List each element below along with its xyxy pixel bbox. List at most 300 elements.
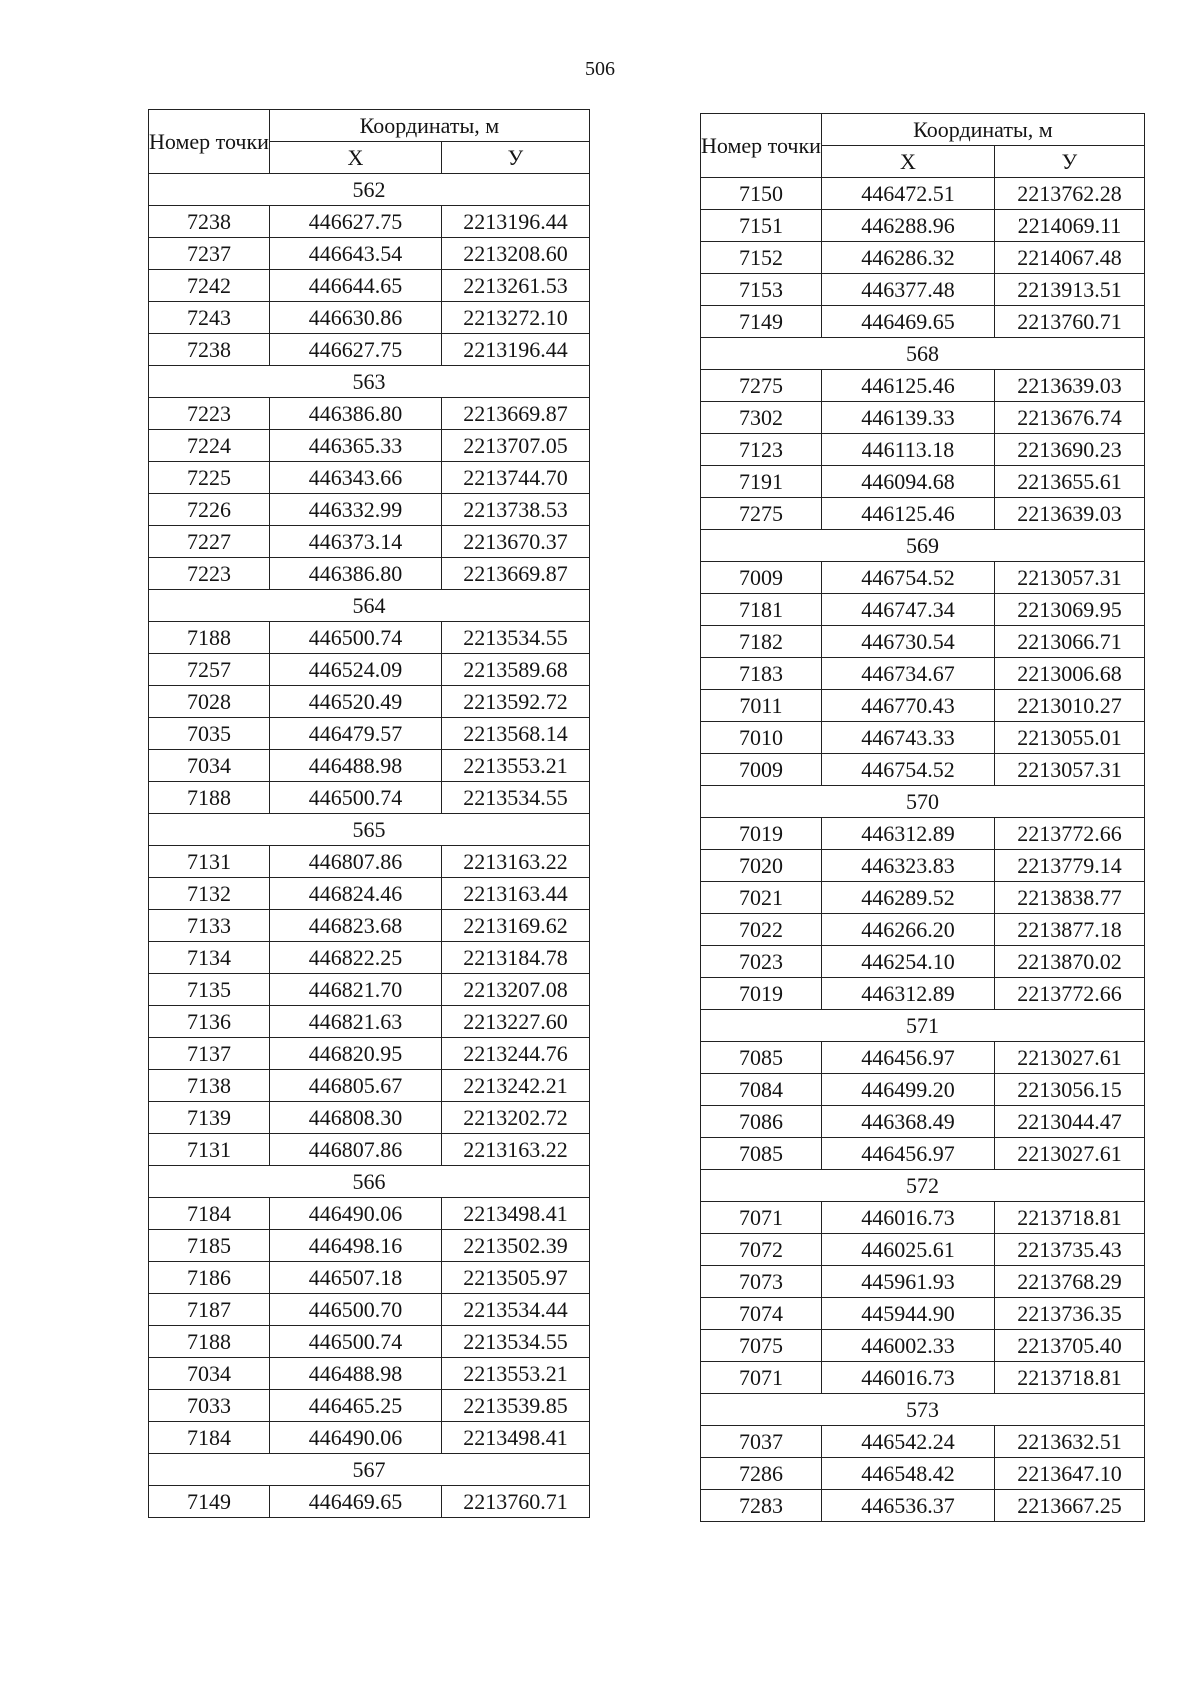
group-number: 563 xyxy=(149,366,590,398)
coordinates-header: Координаты, м xyxy=(821,114,1144,146)
x-coordinate-cell: 446025.61 xyxy=(821,1234,994,1266)
table-row xyxy=(149,398,590,430)
x-coordinate-cell: 446312.89 xyxy=(821,818,994,850)
group-number: 571 xyxy=(701,1010,1145,1042)
x-coordinate-cell: 446821.70 xyxy=(269,974,441,1006)
x-coordinate-cell: 446490.06 xyxy=(269,1198,441,1230)
point-number-cell: 7137 xyxy=(149,1038,270,1070)
point-number-cell: 7183 xyxy=(701,658,822,690)
y-coordinate-cell: 2213870.02 xyxy=(994,946,1144,978)
point-number-cell: 7184 xyxy=(149,1198,270,1230)
group-row xyxy=(701,1170,1145,1202)
table-row xyxy=(701,978,1145,1010)
y-coordinate-cell: 2213690.23 xyxy=(994,434,1144,466)
table-row xyxy=(149,1390,590,1422)
table-row xyxy=(701,1234,1145,1266)
y-coordinate-cell: 2213057.31 xyxy=(994,562,1144,594)
table-row xyxy=(149,750,590,782)
group-row xyxy=(149,590,590,622)
y-coordinate-cell: 2213534.55 xyxy=(441,622,589,654)
table-row xyxy=(701,210,1145,242)
table-row xyxy=(701,914,1145,946)
point-number-cell: 7020 xyxy=(701,850,822,882)
point-number-cell: 7034 xyxy=(149,1358,270,1390)
table-row xyxy=(701,562,1145,594)
x-coordinate-cell: 446465.25 xyxy=(269,1390,441,1422)
y-coordinate-cell: 2213055.01 xyxy=(994,722,1144,754)
x-coordinate-cell: 446807.86 xyxy=(269,846,441,878)
x-coordinate-cell: 446125.46 xyxy=(821,498,994,530)
x-header: X xyxy=(821,146,994,178)
point-number-cell: 7135 xyxy=(149,974,270,1006)
y-coordinate-cell: 2213639.03 xyxy=(994,498,1144,530)
table-row xyxy=(149,622,590,654)
point-number-cell: 7186 xyxy=(149,1262,270,1294)
y-coordinate-cell: 2213505.97 xyxy=(441,1262,589,1294)
point-number-cell: 7019 xyxy=(701,818,822,850)
table-row xyxy=(149,430,590,462)
y-coordinate-cell: 2213534.44 xyxy=(441,1294,589,1326)
table-row xyxy=(701,178,1145,210)
y-coordinate-cell: 2213553.21 xyxy=(441,750,589,782)
y-coordinate-cell: 2213718.81 xyxy=(994,1362,1144,1394)
table-row xyxy=(149,1262,590,1294)
table-row xyxy=(149,942,590,974)
y-coordinate-cell: 2213163.22 xyxy=(441,1134,589,1166)
point-number-cell: 7225 xyxy=(149,462,270,494)
x-coordinate-cell: 446490.06 xyxy=(269,1422,441,1454)
point-number-cell: 7071 xyxy=(701,1202,822,1234)
x-coordinate-cell: 446507.18 xyxy=(269,1262,441,1294)
point-number-cell: 7187 xyxy=(149,1294,270,1326)
y-coordinate-cell: 2213027.61 xyxy=(994,1042,1144,1074)
x-coordinate-cell: 446500.74 xyxy=(269,782,441,814)
y-coordinate-cell: 2213196.44 xyxy=(441,206,589,238)
y-coordinate-cell: 2213196.44 xyxy=(441,334,589,366)
table-body-right xyxy=(701,178,1145,1522)
y-coordinate-cell: 2213738.53 xyxy=(441,494,589,526)
y-coordinate-cell: 2213589.68 xyxy=(441,654,589,686)
x-coordinate-cell: 446643.54 xyxy=(269,238,441,270)
y-coordinate-cell: 2213913.51 xyxy=(994,274,1144,306)
y-coordinate-cell: 2213735.43 xyxy=(994,1234,1144,1266)
table-row xyxy=(701,1138,1145,1170)
y-header: У xyxy=(994,146,1144,178)
table-row xyxy=(149,334,590,366)
table-row xyxy=(149,1230,590,1262)
x-coordinate-cell: 446323.83 xyxy=(821,850,994,882)
point-number-cell: 7136 xyxy=(149,1006,270,1038)
point-number-cell: 7009 xyxy=(701,562,822,594)
x-coordinate-cell: 446524.09 xyxy=(269,654,441,686)
table-row xyxy=(149,1070,590,1102)
point-number-cell: 7021 xyxy=(701,882,822,914)
x-coordinate-cell: 446807.86 xyxy=(269,1134,441,1166)
point-number-cell: 7071 xyxy=(701,1362,822,1394)
x-coordinate-cell: 445961.93 xyxy=(821,1266,994,1298)
table-row xyxy=(701,274,1145,306)
x-coordinate-cell: 446520.49 xyxy=(269,686,441,718)
x-coordinate-cell: 446139.33 xyxy=(821,402,994,434)
x-coordinate-cell: 446469.65 xyxy=(269,1486,441,1518)
x-coordinate-cell: 446094.68 xyxy=(821,466,994,498)
point-number-cell: 7224 xyxy=(149,430,270,462)
table-body-left xyxy=(149,174,590,1518)
x-coordinate-cell: 446288.96 xyxy=(821,210,994,242)
table-row xyxy=(149,1006,590,1038)
point-number-cell: 7132 xyxy=(149,878,270,910)
point-number-cell: 7153 xyxy=(701,274,822,306)
point-number-cell: 7019 xyxy=(701,978,822,1010)
table-row xyxy=(149,270,590,302)
point-number-cell: 7037 xyxy=(701,1426,822,1458)
group-row xyxy=(149,366,590,398)
point-number-cell: 7184 xyxy=(149,1422,270,1454)
group-row xyxy=(701,786,1145,818)
group-number: 564 xyxy=(149,590,590,622)
point-number-cell: 7188 xyxy=(149,782,270,814)
point-number-cell: 7302 xyxy=(701,402,822,434)
x-coordinate-cell: 446286.32 xyxy=(821,242,994,274)
x-coordinate-cell: 446743.33 xyxy=(821,722,994,754)
point-number-cell: 7086 xyxy=(701,1106,822,1138)
point-number-cell: 7181 xyxy=(701,594,822,626)
page-number: 506 xyxy=(585,58,615,80)
y-coordinate-cell: 2213639.03 xyxy=(994,370,1144,402)
x-coordinate-cell: 446627.75 xyxy=(269,206,441,238)
y-coordinate-cell: 2213592.72 xyxy=(441,686,589,718)
point-number-cell: 7152 xyxy=(701,242,822,274)
y-coordinate-cell: 2213772.66 xyxy=(994,978,1144,1010)
x-coordinate-cell: 446472.51 xyxy=(821,178,994,210)
x-coordinate-cell: 446754.52 xyxy=(821,754,994,786)
y-coordinate-cell: 2213208.60 xyxy=(441,238,589,270)
x-coordinate-cell: 446754.52 xyxy=(821,562,994,594)
x-coordinate-cell: 446016.73 xyxy=(821,1362,994,1394)
point-number-cell: 7257 xyxy=(149,654,270,686)
point-number-cell: 7182 xyxy=(701,626,822,658)
point-number-cell: 7023 xyxy=(701,946,822,978)
point-number-cell: 7238 xyxy=(149,334,270,366)
y-coordinate-cell: 2214069.11 xyxy=(994,210,1144,242)
table-row xyxy=(701,690,1145,722)
point-number-cell: 7149 xyxy=(701,306,822,338)
x-coordinate-cell: 446488.98 xyxy=(269,750,441,782)
y-coordinate-cell: 2213244.76 xyxy=(441,1038,589,1070)
point-number-cell: 7084 xyxy=(701,1074,822,1106)
point-number-cell: 7134 xyxy=(149,942,270,974)
point-number-cell: 7242 xyxy=(149,270,270,302)
table-row xyxy=(149,1358,590,1390)
point-number-cell: 7138 xyxy=(149,1070,270,1102)
group-row xyxy=(701,530,1145,562)
point-number-cell: 7150 xyxy=(701,178,822,210)
point-number-cell: 7151 xyxy=(701,210,822,242)
x-coordinate-cell: 446456.97 xyxy=(821,1042,994,1074)
table-row xyxy=(701,1362,1145,1394)
group-number: 569 xyxy=(701,530,1145,562)
x-coordinate-cell: 446365.33 xyxy=(269,430,441,462)
point-number-cell: 7188 xyxy=(149,1326,270,1358)
x-coordinate-cell: 446500.74 xyxy=(269,622,441,654)
y-header: У xyxy=(441,142,589,174)
point-number-cell: 7223 xyxy=(149,558,270,590)
point-number-cell: 7072 xyxy=(701,1234,822,1266)
x-coordinate-cell: 446630.86 xyxy=(269,302,441,334)
y-coordinate-cell: 2213760.71 xyxy=(994,306,1144,338)
point-number-cell: 7283 xyxy=(701,1490,822,1522)
x-coordinate-cell: 446536.37 xyxy=(821,1490,994,1522)
x-coordinate-cell: 446386.80 xyxy=(269,398,441,430)
y-coordinate-cell: 2213632.51 xyxy=(994,1426,1144,1458)
y-coordinate-cell: 2213762.28 xyxy=(994,178,1144,210)
y-coordinate-cell: 2213207.08 xyxy=(441,974,589,1006)
table-row xyxy=(701,882,1145,914)
y-coordinate-cell: 2213707.05 xyxy=(441,430,589,462)
group-number: 572 xyxy=(701,1170,1145,1202)
x-coordinate-cell: 446548.42 xyxy=(821,1458,994,1490)
point-number-cell: 7226 xyxy=(149,494,270,526)
group-row xyxy=(701,1010,1145,1042)
point-number-cell: 7028 xyxy=(149,686,270,718)
x-coordinate-cell: 446002.33 xyxy=(821,1330,994,1362)
point-number-cell: 7237 xyxy=(149,238,270,270)
table-row xyxy=(149,686,590,718)
y-coordinate-cell: 2213760.71 xyxy=(441,1486,589,1518)
y-coordinate-cell: 2213534.55 xyxy=(441,1326,589,1358)
x-coordinate-cell: 446820.95 xyxy=(269,1038,441,1070)
table-row xyxy=(149,526,590,558)
x-coordinate-cell: 446542.24 xyxy=(821,1426,994,1458)
point-number-cell: 7139 xyxy=(149,1102,270,1134)
y-coordinate-cell: 2213006.68 xyxy=(994,658,1144,690)
table-row xyxy=(701,722,1145,754)
table-row xyxy=(701,594,1145,626)
table-row xyxy=(149,718,590,750)
point-number-cell: 7131 xyxy=(149,846,270,878)
point-number-cell: 7033 xyxy=(149,1390,270,1422)
x-coordinate-cell: 446747.34 xyxy=(821,594,994,626)
x-coordinate-cell: 446368.49 xyxy=(821,1106,994,1138)
y-coordinate-cell: 2213057.31 xyxy=(994,754,1144,786)
x-coordinate-cell: 446456.97 xyxy=(821,1138,994,1170)
table-row xyxy=(701,242,1145,274)
group-row xyxy=(149,814,590,846)
table-row xyxy=(701,1074,1145,1106)
x-coordinate-cell: 446289.52 xyxy=(821,882,994,914)
table-row xyxy=(701,658,1145,690)
point-number-header: Номер точки xyxy=(701,114,822,178)
group-row xyxy=(149,1166,590,1198)
x-coordinate-cell: 446770.43 xyxy=(821,690,994,722)
table-row xyxy=(701,306,1145,338)
point-number-cell: 7010 xyxy=(701,722,822,754)
y-coordinate-cell: 2213010.27 xyxy=(994,690,1144,722)
group-number: 566 xyxy=(149,1166,590,1198)
point-number-cell: 7034 xyxy=(149,750,270,782)
x-coordinate-cell: 446824.46 xyxy=(269,878,441,910)
point-number-cell: 7238 xyxy=(149,206,270,238)
x-coordinate-cell: 446488.98 xyxy=(269,1358,441,1390)
table-row xyxy=(701,1330,1145,1362)
y-coordinate-cell: 2213669.87 xyxy=(441,558,589,590)
point-number-cell: 7149 xyxy=(149,1486,270,1518)
group-number: 568 xyxy=(701,338,1145,370)
y-coordinate-cell: 2213568.14 xyxy=(441,718,589,750)
y-coordinate-cell: 2213553.21 xyxy=(441,1358,589,1390)
group-row xyxy=(701,338,1145,370)
x-coordinate-cell: 446016.73 xyxy=(821,1202,994,1234)
x-coordinate-cell: 446734.67 xyxy=(821,658,994,690)
y-coordinate-cell: 2213534.55 xyxy=(441,782,589,814)
group-row xyxy=(701,1394,1145,1426)
coordinates-header: Координаты, м xyxy=(269,110,589,142)
table-row xyxy=(149,1134,590,1166)
y-coordinate-cell: 2213669.87 xyxy=(441,398,589,430)
y-coordinate-cell: 2213838.77 xyxy=(994,882,1144,914)
table-row xyxy=(701,402,1145,434)
y-coordinate-cell: 2213272.10 xyxy=(441,302,589,334)
y-coordinate-cell: 2213184.78 xyxy=(441,942,589,974)
table-row xyxy=(149,654,590,686)
table-row xyxy=(701,1298,1145,1330)
table-row xyxy=(701,370,1145,402)
coordinates-table-left xyxy=(148,109,590,1518)
x-coordinate-cell: 446377.48 xyxy=(821,274,994,306)
y-coordinate-cell: 2213498.41 xyxy=(441,1422,589,1454)
x-coordinate-cell: 446808.30 xyxy=(269,1102,441,1134)
x-coordinate-cell: 446821.63 xyxy=(269,1006,441,1038)
y-coordinate-cell: 2214067.48 xyxy=(994,242,1144,274)
x-coordinate-cell: 446627.75 xyxy=(269,334,441,366)
table-row xyxy=(149,558,590,590)
table-row xyxy=(701,498,1145,530)
point-number-cell: 7286 xyxy=(701,1458,822,1490)
x-coordinate-cell: 446343.66 xyxy=(269,462,441,494)
group-number: 562 xyxy=(149,174,590,206)
x-coordinate-cell: 446254.10 xyxy=(821,946,994,978)
x-coordinate-cell: 446469.65 xyxy=(821,306,994,338)
y-coordinate-cell: 2213069.95 xyxy=(994,594,1144,626)
y-coordinate-cell: 2213044.47 xyxy=(994,1106,1144,1138)
x-coordinate-cell: 446125.46 xyxy=(821,370,994,402)
table-row xyxy=(701,1426,1145,1458)
y-coordinate-cell: 2213779.14 xyxy=(994,850,1144,882)
table-row xyxy=(149,1422,590,1454)
point-number-cell: 7009 xyxy=(701,754,822,786)
x-coordinate-cell: 446312.89 xyxy=(821,978,994,1010)
table-row xyxy=(149,846,590,878)
y-coordinate-cell: 2213670.37 xyxy=(441,526,589,558)
point-number-cell: 7074 xyxy=(701,1298,822,1330)
y-coordinate-cell: 2213498.41 xyxy=(441,1198,589,1230)
table-row xyxy=(701,818,1145,850)
table-row xyxy=(149,1486,590,1518)
x-coordinate-cell: 446498.16 xyxy=(269,1230,441,1262)
y-coordinate-cell: 2213676.74 xyxy=(994,402,1144,434)
table-row xyxy=(701,434,1145,466)
table-row xyxy=(149,782,590,814)
x-coordinate-cell: 446386.80 xyxy=(269,558,441,590)
table-row xyxy=(149,1102,590,1134)
group-row xyxy=(149,174,590,206)
y-coordinate-cell: 2213066.71 xyxy=(994,626,1144,658)
x-coordinate-cell: 446823.68 xyxy=(269,910,441,942)
table-row xyxy=(149,494,590,526)
table-row xyxy=(701,946,1145,978)
y-coordinate-cell: 2213667.25 xyxy=(994,1490,1144,1522)
table-row xyxy=(149,302,590,334)
x-coordinate-cell: 446373.14 xyxy=(269,526,441,558)
y-coordinate-cell: 2213736.35 xyxy=(994,1298,1144,1330)
x-header: X xyxy=(269,142,441,174)
group-number: 567 xyxy=(149,1454,590,1486)
point-number-cell: 7085 xyxy=(701,1138,822,1170)
y-coordinate-cell: 2213242.21 xyxy=(441,1070,589,1102)
table-row xyxy=(149,1294,590,1326)
point-number-cell: 7185 xyxy=(149,1230,270,1262)
y-coordinate-cell: 2213705.40 xyxy=(994,1330,1144,1362)
group-number: 565 xyxy=(149,814,590,846)
x-coordinate-cell: 446113.18 xyxy=(821,434,994,466)
x-coordinate-cell: 446730.54 xyxy=(821,626,994,658)
y-coordinate-cell: 2213539.85 xyxy=(441,1390,589,1422)
table-row xyxy=(701,1266,1145,1298)
x-coordinate-cell: 446805.67 xyxy=(269,1070,441,1102)
y-coordinate-cell: 2213772.66 xyxy=(994,818,1144,850)
point-number-cell: 7131 xyxy=(149,1134,270,1166)
y-coordinate-cell: 2213027.61 xyxy=(994,1138,1144,1170)
x-coordinate-cell: 446500.74 xyxy=(269,1326,441,1358)
table-row xyxy=(149,1326,590,1358)
point-number-cell: 7227 xyxy=(149,526,270,558)
table-row xyxy=(149,462,590,494)
y-coordinate-cell: 2213655.61 xyxy=(994,466,1144,498)
y-coordinate-cell: 2213261.53 xyxy=(441,270,589,302)
x-coordinate-cell: 446500.70 xyxy=(269,1294,441,1326)
y-coordinate-cell: 2213169.62 xyxy=(441,910,589,942)
y-coordinate-cell: 2213163.44 xyxy=(441,878,589,910)
y-coordinate-cell: 2213056.15 xyxy=(994,1074,1144,1106)
point-number-cell: 7022 xyxy=(701,914,822,946)
point-number-cell: 7223 xyxy=(149,398,270,430)
point-number-cell: 7085 xyxy=(701,1042,822,1074)
point-number-cell: 7275 xyxy=(701,370,822,402)
x-coordinate-cell: 446332.99 xyxy=(269,494,441,526)
x-coordinate-cell: 446266.20 xyxy=(821,914,994,946)
point-number-cell: 7243 xyxy=(149,302,270,334)
x-coordinate-cell: 446499.20 xyxy=(821,1074,994,1106)
table-row xyxy=(701,626,1145,658)
x-coordinate-cell: 445944.90 xyxy=(821,1298,994,1330)
y-coordinate-cell: 2213202.72 xyxy=(441,1102,589,1134)
point-number-cell: 7191 xyxy=(701,466,822,498)
y-coordinate-cell: 2213877.18 xyxy=(994,914,1144,946)
y-coordinate-cell: 2213227.60 xyxy=(441,1006,589,1038)
table-row xyxy=(701,466,1145,498)
x-coordinate-cell: 446479.57 xyxy=(269,718,441,750)
point-number-cell: 7123 xyxy=(701,434,822,466)
point-number-cell: 7275 xyxy=(701,498,822,530)
coordinates-table-right xyxy=(700,113,1145,1522)
y-coordinate-cell: 2213718.81 xyxy=(994,1202,1144,1234)
group-number: 570 xyxy=(701,786,1145,818)
table-row xyxy=(149,878,590,910)
table-row xyxy=(701,1042,1145,1074)
table-row xyxy=(701,1490,1145,1522)
y-coordinate-cell: 2213502.39 xyxy=(441,1230,589,1262)
point-number-header: Номер точки xyxy=(149,110,270,174)
